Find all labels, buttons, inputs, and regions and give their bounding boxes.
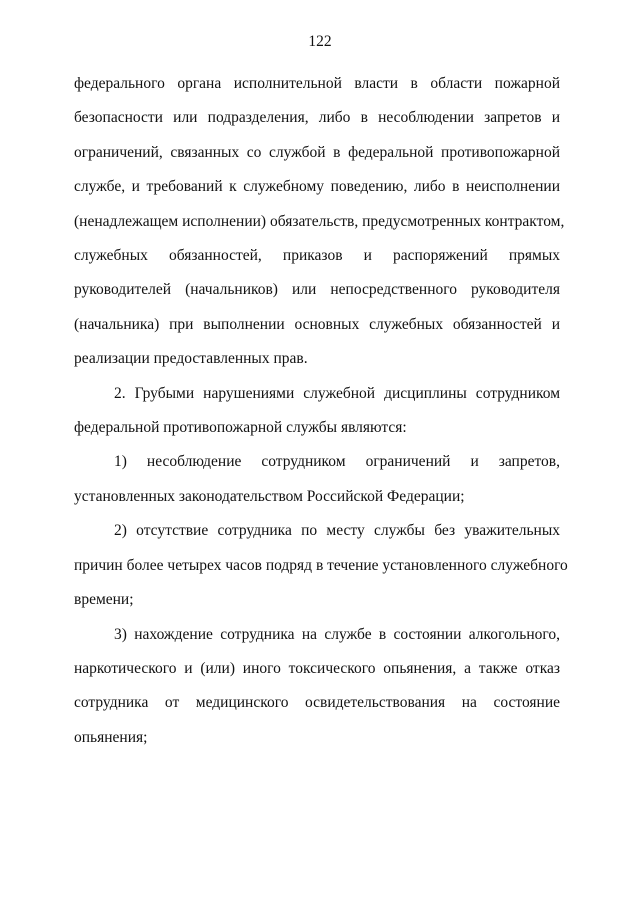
text-line: опьянения; — [74, 728, 148, 746]
text-line: наркотического и (или) иного токсического опьянения, а также отказ — [74, 659, 560, 677]
text-line: безопасности или подразделения, либо в несоблюдении запретов и — [74, 109, 560, 127]
document-body — [74, 67, 568, 755]
text-line: федеральной противопожарной службы являются: — [74, 419, 407, 437]
text-line: 2. Грубыми нарушениями служебной дисциплины сотрудником — [114, 384, 560, 402]
text-line: службе, и требований к служебному поведению, либо в неисполнении — [74, 178, 560, 196]
text-line: реализации предоставленных прав. — [74, 350, 308, 368]
text-line: установленных законодательством Российской Федерации; — [74, 487, 465, 505]
text-line: служебных обязанностей, приказов и распоряжений прямых — [74, 247, 560, 265]
list-item-1 — [74, 445, 560, 514]
text-line: (ненадлежащем исполнении) обязательств, предусмотренных контрактом, — [74, 212, 565, 230]
list-item-3 — [74, 618, 560, 756]
text-line: (начальника) при выполнении основных служебных обязанностей и — [74, 315, 560, 333]
text-line: сотрудника от медицинского освидетельствования на состояние — [74, 694, 560, 712]
list-item-2 — [74, 514, 568, 617]
text-line: 2) отсутствие сотрудника по месту службы без уважительных — [114, 522, 560, 540]
text-line: 1) несоблюдение сотрудником ограничений и запретов, — [114, 453, 560, 471]
text-line: времени; — [74, 591, 134, 609]
text-line: 3) нахождение сотрудника на службе в состоянии алкогольного, — [114, 625, 560, 643]
paragraph-item-2 — [74, 377, 560, 446]
text-line: ограничений, связанных со службой в федеральной противопожарной — [74, 143, 560, 161]
text-line: руководителей (начальников) или непосредственного руководителя — [74, 281, 560, 299]
text-line: федерального органа исполнительной власти в области пожарной — [74, 75, 560, 92]
text-line: причин более четырех часов подряд в течение установленного служебного — [74, 556, 568, 574]
page-number: 122 — [308, 33, 332, 50]
paragraph-continuation — [74, 67, 565, 377]
